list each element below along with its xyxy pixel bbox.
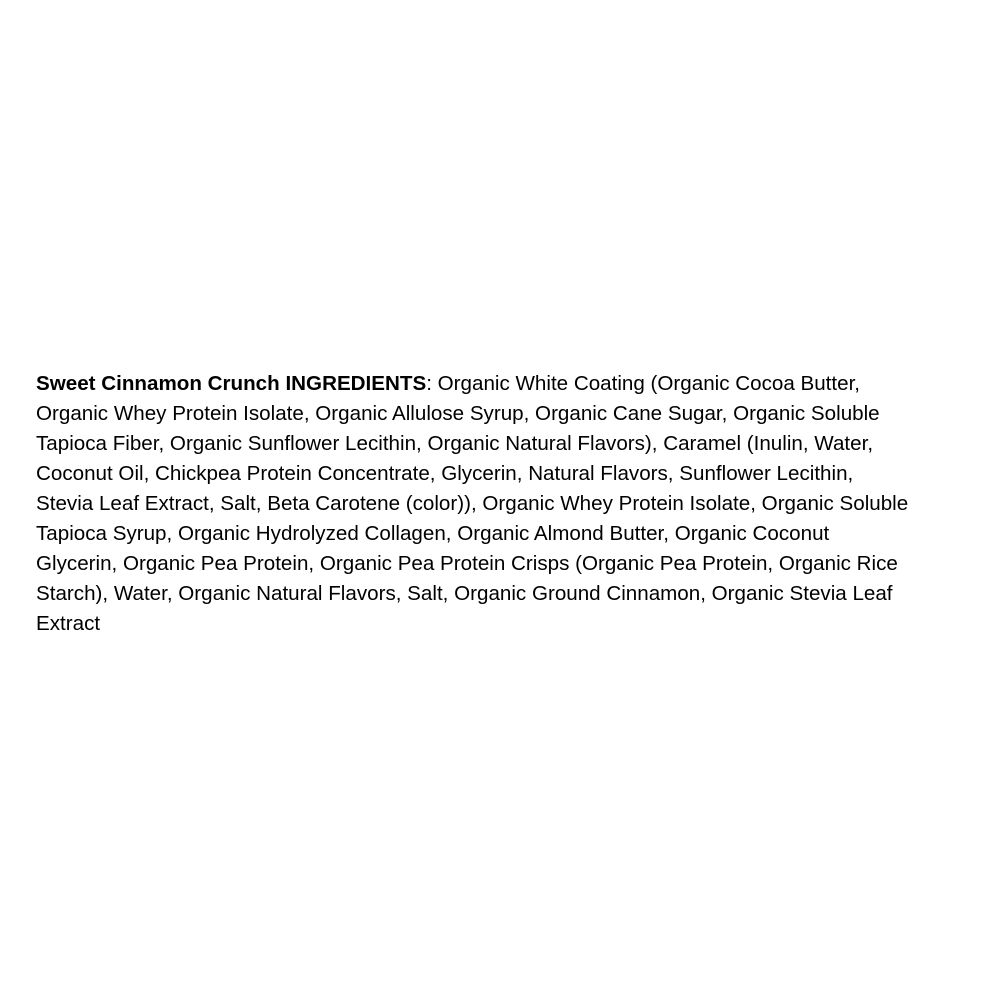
ingredients-line-8: Starch), Water, Organic Natural Flavors, Salt, Organic Ground Cinnamon, Organic Stevia Leaf: [36, 582, 893, 605]
ingredients-line-9: Extract: [36, 612, 101, 635]
ingredients-line-2: Organic Whey Protein Isolate, Organic Allulose Syrup, Organic Cane Sugar, Organic Soluble: [36, 402, 880, 425]
heading-separator: :: [426, 372, 432, 395]
ingredients-line-3: Tapioca Fiber, Organic Sunflower Lecithin, Organic Natural Flavors), Caramel (Inulin, Water,: [36, 432, 874, 455]
ingredients-line-5: Stevia Leaf Extract, Salt, Beta Carotene (color)), Organic Whey Protein Isolate, Organic Soluble: [36, 492, 909, 515]
product-name: Sweet Cinnamon Crunch: [36, 372, 280, 395]
ingredients-line-6: Tapioca Syrup, Organic Hydrolyzed Collagen, Organic Almond Butter, Organic Coconut: [36, 522, 830, 545]
ingredients-text: Organic White Coating (Organic Cocoa Butter,: [431, 372, 861, 395]
ingredients-line-7: Glycerin, Organic Pea Protein, Organic Pea Protein Crisps (Organic Pea Protein, Organic Rice: [36, 552, 898, 575]
ingredients-heading: INGREDIENTS: [285, 372, 427, 395]
ingredients-line-1: [36, 369, 986, 399]
ingredients-label: [36, 369, 986, 639]
ingredients-line-4: Coconut Oil, Chickpea Protein Concentrate, Glycerin, Natural Flavors, Sunflower Lecithin,: [36, 462, 854, 485]
